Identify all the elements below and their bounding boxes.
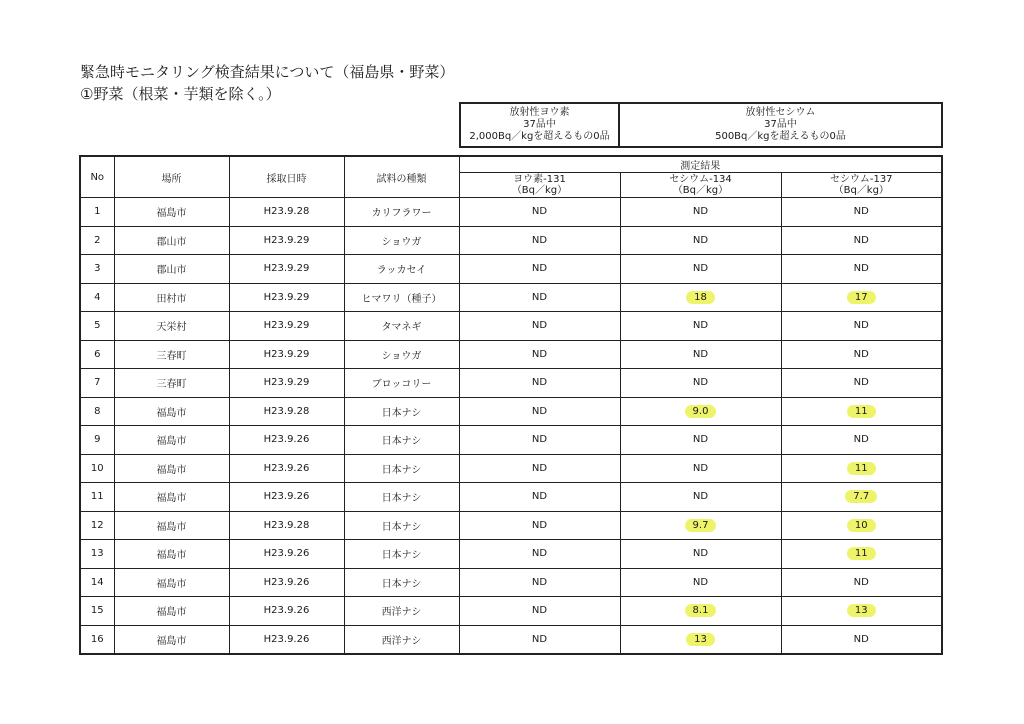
header-i131	[459, 173, 620, 198]
cell-cs137: ND	[781, 255, 942, 284]
table-row	[80, 255, 942, 284]
cell-sample: 日本ナシ	[344, 454, 459, 483]
cell-i131: ND	[459, 369, 620, 398]
cell-sample: ラッカセイ	[344, 255, 459, 284]
cell-no: 1	[80, 198, 114, 227]
cell-cs134: ND	[620, 540, 781, 569]
cell-date: H23.9.26	[229, 483, 344, 512]
cell-place: 福島市	[114, 625, 229, 654]
header-sample: 試料の種類	[344, 156, 459, 198]
cell-place: 福島市	[114, 568, 229, 597]
cell-sample: ヒマワリ（種子）	[344, 283, 459, 312]
cell-sample: ブロッコリー	[344, 369, 459, 398]
cell-sample: 日本ナシ	[344, 511, 459, 540]
cell-cs134	[620, 625, 781, 654]
cell-i131: ND	[459, 226, 620, 255]
cell-cs137: ND	[781, 625, 942, 654]
cell-place: 福島市	[114, 426, 229, 455]
cell-no: 13	[80, 540, 114, 569]
cell-date: H23.9.29	[229, 283, 344, 312]
cell-sample: 西洋ナシ	[344, 625, 459, 654]
summary-cesium	[619, 103, 942, 147]
cell-cs134	[620, 597, 781, 626]
cell-sample: 日本ナシ	[344, 568, 459, 597]
highlighted-value: 18	[686, 291, 715, 304]
cell-no: 9	[80, 426, 114, 455]
cell-i131: ND	[459, 454, 620, 483]
cell-i131: ND	[459, 426, 620, 455]
header-i131-unit: （Bq／kg）	[511, 185, 568, 196]
highlighted-value: 7.7	[845, 490, 877, 503]
cell-place: 郡山市	[114, 255, 229, 284]
cell-sample: 日本ナシ	[344, 483, 459, 512]
cell-date: H23.9.26	[229, 540, 344, 569]
cell-place: 福島市	[114, 511, 229, 540]
header-i131-label: ヨウ素-131	[513, 174, 566, 185]
cell-cs134: ND	[620, 255, 781, 284]
cell-place: 田村市	[114, 283, 229, 312]
table-row	[80, 312, 942, 341]
header-no: No	[80, 156, 114, 198]
highlighted-value: 8.1	[685, 604, 717, 617]
cell-date: H23.9.29	[229, 226, 344, 255]
highlighted-value: 9.7	[685, 519, 717, 532]
cell-cs134: ND	[620, 426, 781, 455]
cell-cs137	[781, 540, 942, 569]
cell-place: 福島市	[114, 397, 229, 426]
cell-no: 6	[80, 340, 114, 369]
cell-i131: ND	[459, 597, 620, 626]
document-subtitle: ①野菜（根菜・芋類を除く。）	[80, 85, 281, 103]
cell-cs137: ND	[781, 369, 942, 398]
cell-cs134: ND	[620, 312, 781, 341]
cell-i131: ND	[459, 283, 620, 312]
cell-no: 7	[80, 369, 114, 398]
cell-i131: ND	[459, 540, 620, 569]
cell-cs134: ND	[620, 483, 781, 512]
cell-no: 12	[80, 511, 114, 540]
highlighted-value: 13	[686, 633, 715, 646]
header-date: 採取日時	[229, 156, 344, 198]
table-row	[80, 483, 942, 512]
cell-i131: ND	[459, 312, 620, 341]
cell-cs134: ND	[620, 369, 781, 398]
cell-date: H23.9.28	[229, 397, 344, 426]
cell-sample: タマネギ	[344, 312, 459, 341]
header-cs134	[620, 173, 781, 198]
table-row	[80, 340, 942, 369]
cell-no: 5	[80, 312, 114, 341]
cell-cs137	[781, 597, 942, 626]
cell-date: H23.9.29	[229, 340, 344, 369]
summary-iodine-label: 放射性ヨウ素	[509, 107, 570, 118]
cell-no: 8	[80, 397, 114, 426]
header-results: 測定結果	[459, 156, 942, 173]
cell-place: 三春町	[114, 340, 229, 369]
cell-cs137: ND	[781, 340, 942, 369]
cell-i131: ND	[459, 198, 620, 227]
table-row	[80, 625, 942, 654]
cell-place: 天栄村	[114, 312, 229, 341]
cell-cs134	[620, 283, 781, 312]
summary-cesium-label: 放射性セシウム	[745, 107, 816, 118]
highlighted-value: 11	[847, 547, 876, 560]
header-cs134-label: セシウム-134	[669, 174, 732, 185]
cell-cs137: ND	[781, 568, 942, 597]
cell-cs137: ND	[781, 312, 942, 341]
header-place: 場所	[114, 156, 229, 198]
cell-cs137	[781, 511, 942, 540]
cell-cs137: ND	[781, 226, 942, 255]
cell-cs137	[781, 283, 942, 312]
cell-i131: ND	[459, 397, 620, 426]
table-row	[80, 540, 942, 569]
cell-cs134	[620, 511, 781, 540]
cell-cs134: ND	[620, 226, 781, 255]
table-row	[80, 226, 942, 255]
table-row	[80, 369, 942, 398]
cell-cs137	[781, 454, 942, 483]
cell-no: 16	[80, 625, 114, 654]
cell-cs137	[781, 397, 942, 426]
cell-place: 福島市	[114, 483, 229, 512]
header-cs137-unit: （Bq／kg）	[833, 185, 889, 196]
results-table	[79, 155, 943, 655]
cell-date: H23.9.26	[229, 597, 344, 626]
cell-no: 4	[80, 283, 114, 312]
table-row	[80, 597, 942, 626]
cell-cs134: ND	[620, 454, 781, 483]
cell-cs137	[781, 483, 942, 512]
cell-cs137: ND	[781, 198, 942, 227]
cell-no: 10	[80, 454, 114, 483]
cell-sample: 日本ナシ	[344, 397, 459, 426]
cell-date: H23.9.26	[229, 568, 344, 597]
cell-cs134	[620, 397, 781, 426]
document-title: 緊急時モニタリング検査結果について（福島県・野菜）	[80, 63, 455, 81]
cell-no: 15	[80, 597, 114, 626]
cell-i131: ND	[459, 340, 620, 369]
cell-i131: ND	[459, 511, 620, 540]
summary-iodine	[460, 103, 619, 147]
highlighted-value: 17	[847, 291, 876, 304]
cell-i131: ND	[459, 483, 620, 512]
cell-place: 福島市	[114, 198, 229, 227]
cell-place: 福島市	[114, 454, 229, 483]
highlighted-value: 13	[847, 604, 876, 617]
summary-iodine-threshold: 2,000Bq／kgを超えるもの0品	[469, 131, 610, 142]
summary-iodine-count: 37品中	[523, 119, 556, 130]
highlighted-value: 11	[847, 462, 876, 475]
cell-date: H23.9.29	[229, 369, 344, 398]
summary-cesium-threshold: 500Bq／kgを超えるもの0品	[715, 131, 846, 142]
table-row	[80, 568, 942, 597]
cell-date: H23.9.29	[229, 312, 344, 341]
header-cs134-unit: （Bq／kg）	[672, 185, 729, 196]
cell-date: H23.9.28	[229, 511, 344, 540]
table-row	[80, 454, 942, 483]
cell-cs137: ND	[781, 426, 942, 455]
cell-date: H23.9.26	[229, 426, 344, 455]
cell-sample: ショウガ	[344, 340, 459, 369]
cell-sample: 日本ナシ	[344, 540, 459, 569]
cell-no: 2	[80, 226, 114, 255]
cell-place: 福島市	[114, 597, 229, 626]
cell-no: 14	[80, 568, 114, 597]
cell-i131: ND	[459, 625, 620, 654]
header-cs137	[781, 173, 942, 198]
highlighted-value: 10	[847, 519, 876, 532]
cell-date: H23.9.26	[229, 454, 344, 483]
cell-sample: カリフラワー	[344, 198, 459, 227]
cell-cs134: ND	[620, 340, 781, 369]
cell-place: 郡山市	[114, 226, 229, 255]
cell-sample: 日本ナシ	[344, 426, 459, 455]
cell-date: H23.9.29	[229, 255, 344, 284]
summary-table	[459, 102, 943, 148]
highlighted-value: 11	[847, 405, 876, 418]
table-row	[80, 511, 942, 540]
cell-cs134: ND	[620, 568, 781, 597]
cell-cs134: ND	[620, 198, 781, 227]
cell-place: 三春町	[114, 369, 229, 398]
cell-place: 福島市	[114, 540, 229, 569]
table-row	[80, 426, 942, 455]
cell-sample: 西洋ナシ	[344, 597, 459, 626]
header-cs137-label: セシウム-137	[829, 174, 893, 185]
cell-date: H23.9.28	[229, 198, 344, 227]
cell-no: 11	[80, 483, 114, 512]
cell-date: H23.9.26	[229, 625, 344, 654]
table-row	[80, 397, 942, 426]
summary-cesium-count: 37品中	[764, 119, 797, 130]
highlighted-value: 9.0	[685, 405, 717, 418]
cell-i131: ND	[459, 568, 620, 597]
cell-i131: ND	[459, 255, 620, 284]
table-row	[80, 283, 942, 312]
table-row	[80, 198, 942, 227]
cell-no: 3	[80, 255, 114, 284]
cell-sample: ショウガ	[344, 226, 459, 255]
